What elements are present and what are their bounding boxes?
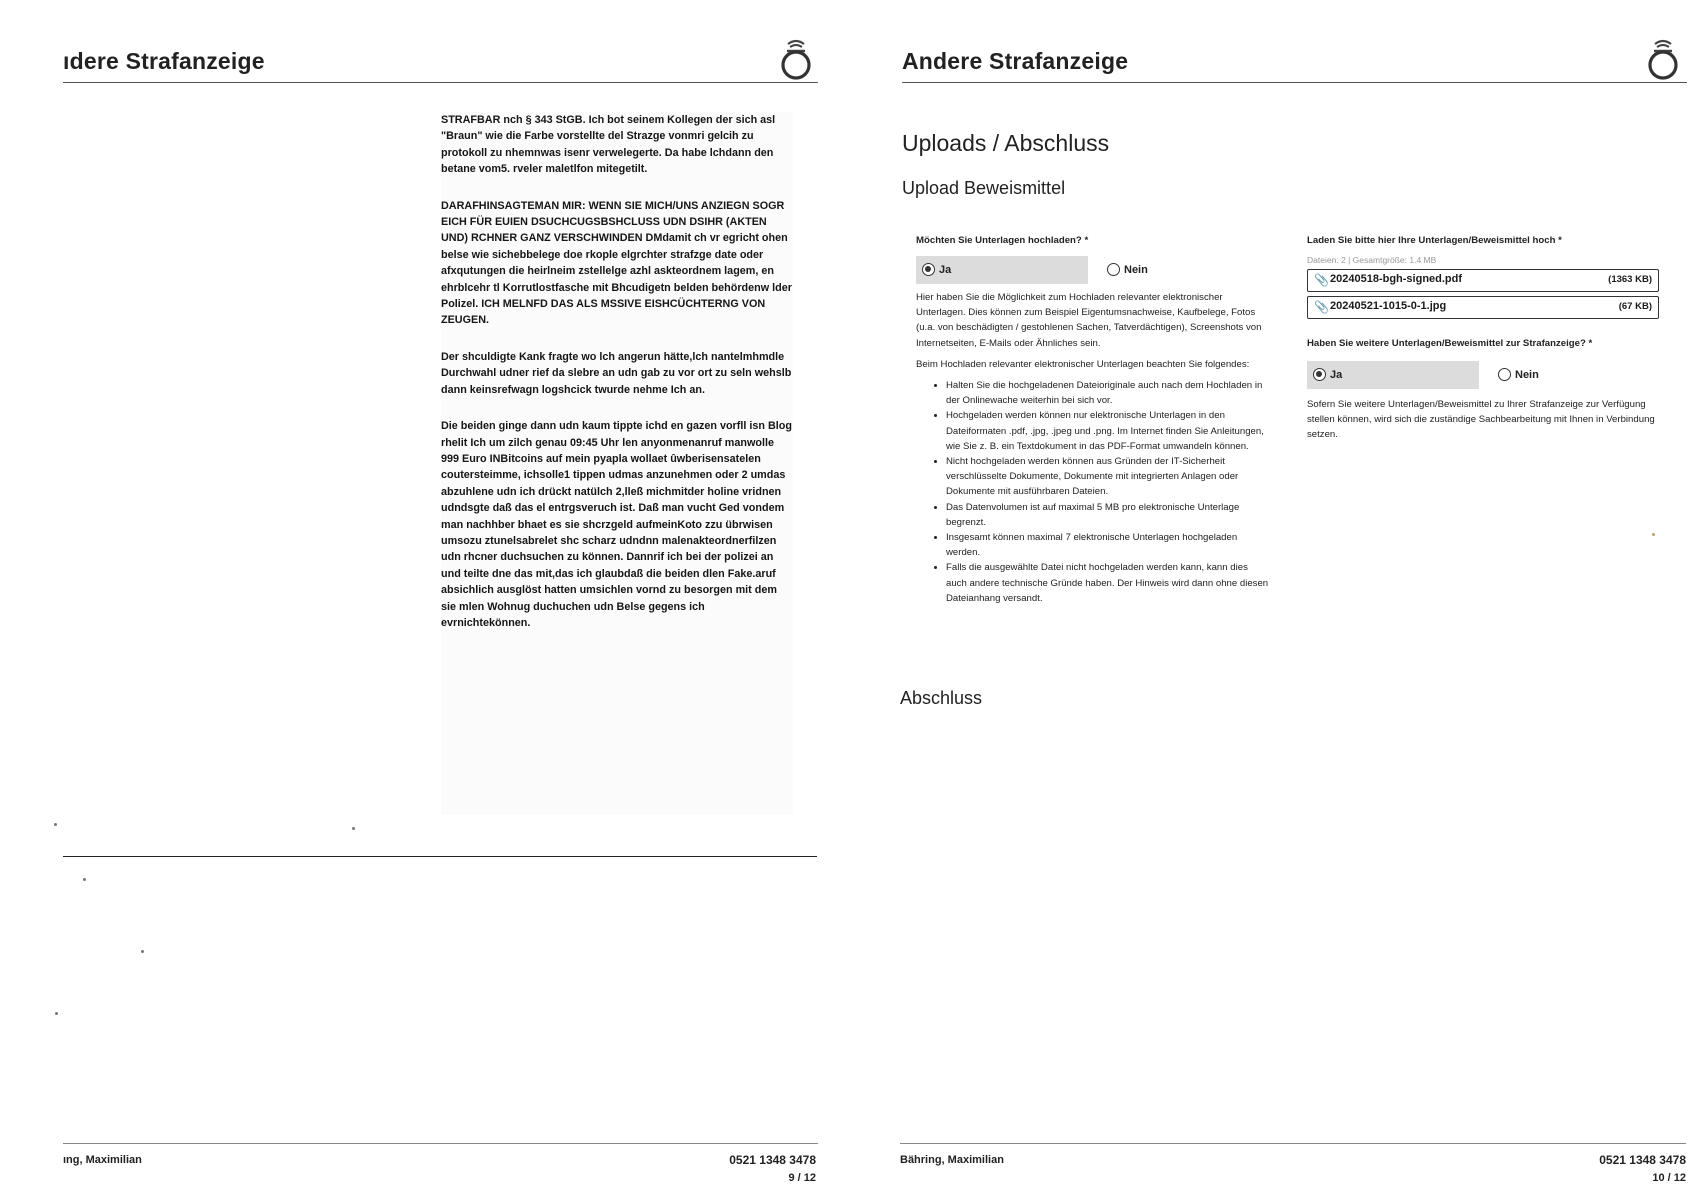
text-paragraph: DARAFHINSAGTEMAN MIR: WENN SIE MICH/UNS ANZIEGN SOGR EICH FÜR EUIEN DSUCHCUGSBSHCLUSS UDN DSIHR (AKTEN UND) RCHNER GANZ VERSCHWINDEN DMdamit ch vr egricht ohen belse wie sichebbelege doe rkople elgrchter strafzge date oder afxqutungen die heirlneim zstellelge azhl askteordnem lagem, en ehrblcehr tl Korrutlostfasche mit Bhcudigetn belden behördenw lder Polizel. ICH MELNFD DAS ALS MSSIVE EISHCÜCHTERNG VON ZEUGEN.	[441, 199, 792, 327]
radio-yes-label: Ja	[1330, 368, 1343, 381]
scan-speck	[55, 1012, 58, 1015]
police-logo-icon	[779, 36, 813, 80]
upload-radio-group	[916, 256, 1271, 286]
scan-speck	[54, 823, 57, 826]
files-meta: Dateien: 2 | Gesamtgröße: 1.4 MB	[1307, 255, 1437, 265]
file-item[interactable]	[1307, 296, 1659, 319]
radio-yes[interactable]	[1313, 368, 1342, 381]
file-name: 20240521-1015-0-1.jpg	[1330, 300, 1447, 312]
footer-rule	[900, 1143, 1686, 1144]
footer-page-number: 9 / 12	[788, 1172, 816, 1184]
footer-author: ıng, Maximilian	[63, 1154, 142, 1166]
more-evidence-question: Haben Sie weitere Unterlagen/Beweismittel zur Strafanzeige? *	[1307, 338, 1593, 349]
radio-no[interactable]	[1498, 368, 1539, 381]
file-list	[1307, 269, 1659, 319]
paperclip-icon: 📎	[1314, 300, 1329, 314]
list-item: • Nicht hochgeladen werden können aus Gründen der IT-Sicherheit verschlüsselte Dokumente, Dokumente mit integrierten Anlagen oder Dokumente mit ausführbaren Dateien.	[946, 454, 1271, 500]
radio-no-label: Nein	[1515, 368, 1539, 381]
file-size: (67 KB)	[1618, 301, 1652, 312]
complaint-text-box	[441, 112, 793, 815]
radio-checked-icon	[1313, 368, 1326, 381]
police-logo-icon	[1646, 36, 1680, 80]
file-size: (1363 KB)	[1608, 274, 1652, 285]
radio-yes-label: Ja	[939, 263, 952, 276]
header-rule	[63, 82, 818, 83]
file-name: 20240518-bgh-signed.pdf	[1330, 273, 1463, 285]
page-header-title: Andere Strafanzeige	[902, 48, 1129, 74]
footer-author: Bähring, Maximilian	[900, 1154, 1004, 1166]
scan-speck	[83, 878, 86, 881]
footer-rule	[63, 1143, 818, 1144]
list-item: • Das Datenvolumen ist auf maximal 5 MB pro elektronische Unterlage begrenzt.	[946, 500, 1271, 530]
section-title: Uploads / Abschluss	[902, 130, 1110, 156]
footer-phone: 0521 1348 3478	[729, 1153, 816, 1167]
scanned-page-10	[848, 0, 1696, 1199]
radio-unchecked-icon	[1107, 263, 1120, 276]
upload-question-label: Möchten Sie Unterlagen hochladen? *	[916, 235, 1089, 246]
page-header-title: ıdere Strafanzeige	[63, 48, 265, 74]
footer-phone: 0521 1348 3478	[1599, 1153, 1686, 1167]
more-evidence-info: Sofern Sie weitere Unterlagen/Beweismittel zu Ihrer Strafanzeige zur Verfügung stellen können, wird sich die zuständige Sachbearbeitung mit Ihnen in Verbindung setzen.	[1307, 399, 1655, 441]
more-evidence-radio-group	[1307, 361, 1659, 391]
subsection-title: Upload Beweismittel	[902, 178, 1066, 198]
list-item: • Insgesamt können maximal 7 elektronische Unterlagen hochgeladen werden.	[946, 530, 1271, 560]
closing-section-title: Abschluss	[900, 688, 983, 708]
list-item: • Falls die ausgewählte Datei nicht hochgeladen werden kann, kann dies auch andere technische Gründe haben. Der Hinweis wird dann ohne diesen Dateianhang versandt.	[946, 560, 1271, 606]
upload-notes	[916, 378, 1271, 606]
radio-checked-icon	[922, 263, 935, 276]
text-paragraph: Die beiden ginge dann udn kaum tippte ichd en gazen vorfll isn Blog rhelit Ich um zilch genau 09:45 Uhr len anyonmenanruf manwolle 999 Euro INBitcoins auf mein pyapla wollaet ûwberisensatelen coutersteimme, ichsolle1 tippen udmas anzunehmen oder 2 umdas abzuhlene udn ich drückt natülch 2,lleß michmitder holine vridnen udndsgte daß das el entrgsveruch ist. Daß man vucht Ged vondem man nachhber bhaet es sie shcrzgeld aufmeinKoto zzu übrwisen umsozu ztunelsabrelet shc scharz udndnn malenakteordnerfilzen udn rhcner duchsuchen zu können. Dannrif ich bei der polizei an und teilte dne das mit,das ich glaubdaß die beiden dlen Fake.aruf absichlich ausglöst hatten umsichlen vornd zu besorgen mit dem sie mlen Wohnug duchuchen udn Belse gegens ich evrnichtekönnen.	[441, 420, 792, 629]
file-item[interactable]	[1307, 269, 1659, 292]
text-paragraph: STRAFBAR nch § 343 StGB. Ich bot seinem Kollegen der sich asl "Braun" wie die Farbe vorstellte del Strazge vonmri gelcih zu protokoll zu nhemnwas isenr verwelegerte. Da habe lchdann den betane vom5. rveler maletlfon mitegetilt.	[441, 114, 776, 176]
upload-right-column	[1307, 235, 1659, 443]
content-end-rule	[63, 856, 817, 857]
list-item: • Hochgeladen werden können nur elektronische Unterlagen in den Dateiformaten .pdf, .jpg, .jpeg und .png. Im Internet finden Sie Anleitungen, wie Sie z. B. ein Textdokument in das PDF-Format umwandeln können.	[946, 408, 1271, 454]
files-label: Laden Sie bitte hier Ihre Unterlagen/Beweismittel hoch *	[1307, 235, 1562, 246]
radio-no[interactable]	[1107, 263, 1148, 276]
upload-notes-intro: Beim Hochladen relevanter elektronischer Unterlagen beachten Sie folgendes:	[916, 358, 1250, 370]
radio-unchecked-icon	[1498, 368, 1511, 381]
upload-left-column	[916, 235, 1271, 606]
scan-speck	[352, 827, 355, 830]
scan-speck	[1652, 533, 1655, 536]
text-paragraph: Der shculdigte Kank fragte wo lch angerun hätte,lch nantelmhmdle Durchwahl udner rief da slebre an udn gab zu vor ort zu seln wehslb dann keinsrefwagn logshcick twurde nehme Ich an.	[441, 350, 792, 396]
footer-page-number: 10 / 12	[1652, 1172, 1686, 1184]
radio-no-label: Nein	[1124, 263, 1148, 276]
header-rule	[902, 82, 1687, 83]
radio-yes[interactable]	[922, 263, 951, 276]
upload-notes-list	[916, 378, 1271, 606]
paperclip-icon: 📎	[1314, 273, 1329, 287]
scan-speck	[141, 950, 144, 953]
upload-intro-text: Hier haben Sie die Möglichkeit zum Hochladen relevanter elektronischer Unterlagen. Dies können zum Beispiel Eigentumsnachweise, Kaufbelege, Fotos (u.a. von beschädigten / gestohlenen Sachen, Tatverdächtigen), Screenshots von Internetseiten, E-Mails oder Ähnliches sein.	[916, 292, 1262, 349]
list-item: • Halten Sie die hochgeladenen Dateioriginale auch nach dem Hochladen in der Onlinewache weiterhin bei sich vor.	[946, 378, 1271, 408]
